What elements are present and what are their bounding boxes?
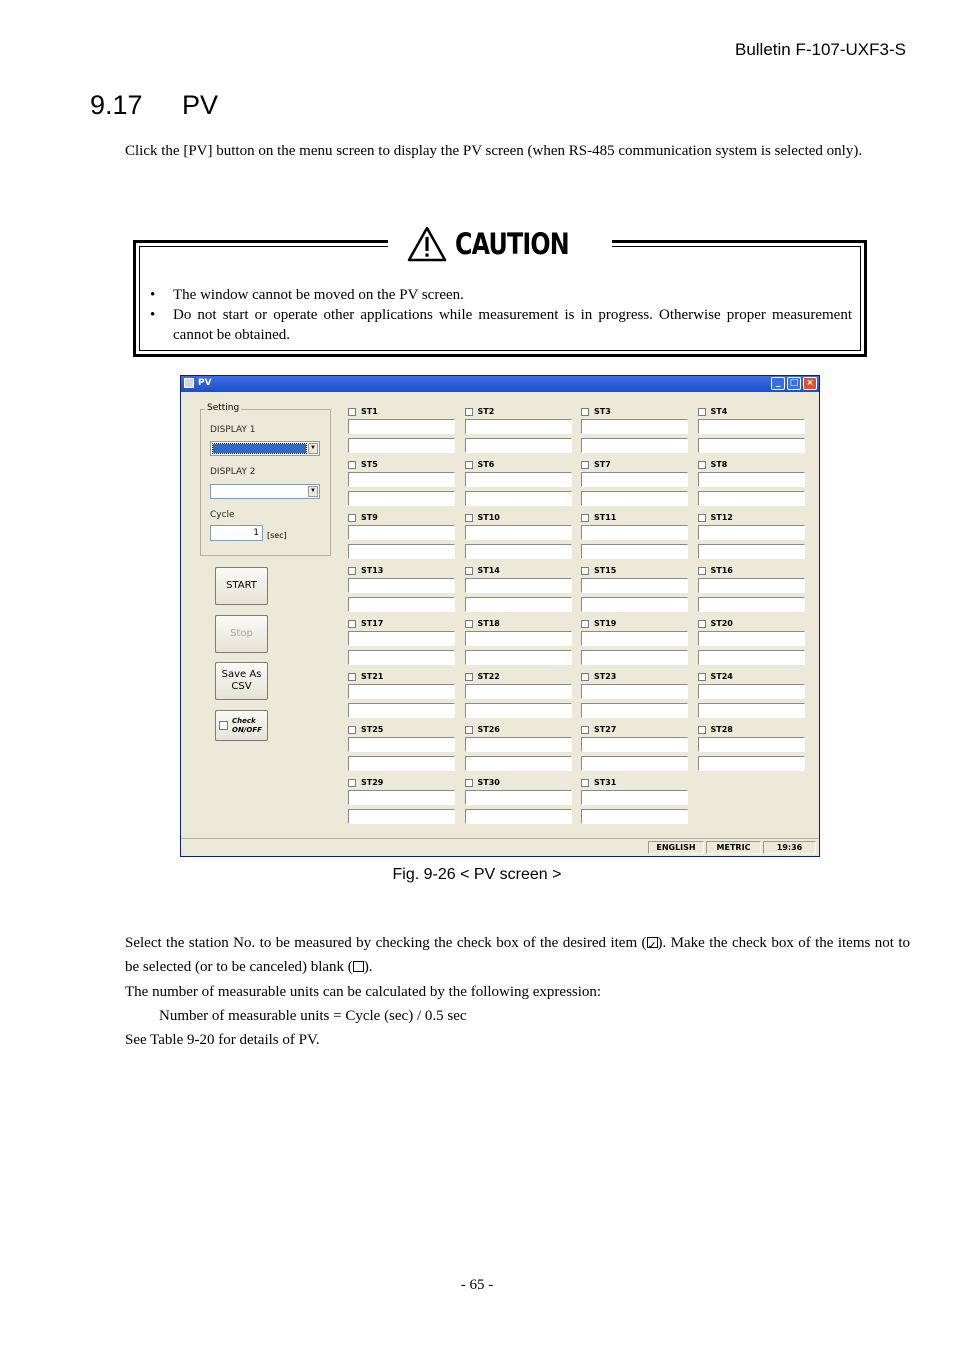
station-label: ST26 [477, 725, 500, 734]
station-pv-field [348, 703, 455, 718]
station-header [465, 460, 495, 469]
station-checkbox[interactable] [465, 779, 473, 787]
close-icon[interactable]: × [803, 377, 817, 390]
station-checkbox[interactable] [348, 408, 356, 416]
station-cell [348, 672, 455, 722]
bulletin-number: Bulletin F-107-UXF3-S [734, 40, 906, 59]
station-checkbox[interactable] [698, 514, 706, 522]
station-cell [465, 407, 572, 457]
station-header [465, 619, 500, 628]
station-cell [581, 619, 688, 669]
station-cell [348, 460, 455, 510]
station-header [348, 672, 383, 681]
station-header [581, 566, 616, 575]
display1-label: DISPLAY 1 [210, 425, 256, 435]
station-label: ST14 [477, 566, 500, 575]
station-header [581, 460, 611, 469]
station-cell [465, 566, 572, 616]
station-header [348, 725, 383, 734]
station-cell [348, 566, 455, 616]
station-cell [348, 725, 455, 775]
station-pv-field [698, 544, 805, 559]
body-text-run: ). Make the check box of the items not to be selected (or to be canceled) blank ( [125, 935, 910, 976]
station-cell [465, 460, 572, 510]
cycle-input[interactable]: 1 [210, 525, 263, 541]
station-pv-field [698, 684, 805, 699]
section-title: PV [182, 90, 219, 120]
maximize-icon[interactable]: □ [787, 377, 801, 390]
station-pv-field [581, 650, 688, 665]
station-cell [465, 513, 572, 563]
display2-select[interactable] [210, 484, 320, 499]
station-pv-field [348, 756, 455, 771]
setting-group-label: Setting [207, 403, 240, 413]
stop-button[interactable]: Stop [215, 615, 268, 653]
station-pv-field [348, 438, 455, 453]
station-cell [698, 672, 805, 722]
station-checkbox[interactable] [348, 673, 356, 681]
station-checkbox[interactable] [465, 673, 473, 681]
station-label: ST16 [710, 566, 733, 575]
display1-select[interactable] [210, 441, 320, 456]
station-cell [465, 725, 572, 775]
page-number: - 65 - [460, 1277, 494, 1293]
station-label: ST15 [594, 566, 617, 575]
display2-label: DISPLAY 2 [210, 467, 256, 477]
caution-list [150, 285, 852, 345]
station-pv-field [698, 438, 805, 453]
station-cell [581, 566, 688, 616]
station-pv-field [465, 631, 572, 646]
station-pv-field [581, 790, 688, 805]
station-checkbox[interactable] [698, 726, 706, 734]
caution-heading [388, 226, 612, 262]
chevron-down-icon[interactable]: ▼ [308, 443, 318, 454]
intro-paragraph: Click the [PV] button on the menu screen to display the PV screen (when RS-485 communication system is selected only). [125, 143, 863, 159]
body-paragraph: See Table 9-20 for details of PV. [125, 1032, 320, 1049]
station-label: ST18 [477, 619, 500, 628]
station-cell [581, 513, 688, 563]
station-pv-field [465, 597, 572, 612]
station-header [465, 778, 500, 787]
status-units: METRIC [706, 841, 761, 854]
station-label: ST10 [477, 513, 500, 522]
station-cell [698, 460, 805, 510]
station-checkbox[interactable] [465, 461, 473, 469]
station-pv-field [348, 631, 455, 646]
warning-triangle-icon [407, 226, 447, 262]
station-label: ST1 [361, 407, 378, 416]
station-pv-field [465, 438, 572, 453]
station-checkbox[interactable] [581, 514, 589, 522]
status-time: 19:36 [763, 841, 816, 854]
station-cell [348, 407, 455, 457]
body-paragraph [125, 931, 910, 980]
station-label: ST28 [710, 725, 733, 734]
formula-line: Number of measurable units = Cycle (sec) / 0.5 sec [159, 1007, 467, 1024]
station-label: ST27 [594, 725, 617, 734]
station-cell [581, 778, 688, 828]
station-pv-field [698, 597, 805, 612]
cycle-unit: [sec] [267, 531, 287, 540]
body-text-run: ). [363, 959, 373, 976]
station-header [698, 566, 733, 575]
station-header [348, 619, 383, 628]
station-pv-field [581, 491, 688, 506]
station-pv-field [348, 809, 455, 824]
station-pv-field [348, 790, 455, 805]
start-button[interactable]: START [215, 567, 268, 605]
station-pv-field [465, 491, 572, 506]
body-text [125, 931, 910, 1052]
station-header [465, 566, 500, 575]
window-title: PV [198, 378, 212, 388]
station-pv-field [348, 684, 455, 699]
station-label: ST3 [594, 407, 611, 416]
station-header [465, 513, 500, 522]
station-pv-field [465, 419, 572, 434]
status-language: ENGLISH [648, 841, 704, 854]
station-pv-field [581, 438, 688, 453]
station-cell [581, 725, 688, 775]
station-pv-field [348, 472, 455, 487]
station-checkbox[interactable] [465, 620, 473, 628]
station-pv-field [581, 578, 688, 593]
station-cell [698, 513, 805, 563]
station-checkbox[interactable] [698, 567, 706, 575]
station-header [698, 619, 733, 628]
station-pv-field [581, 419, 688, 434]
display1-selection [213, 444, 306, 453]
check-toggle-label: Check ON/OFF [232, 716, 262, 734]
caution-item: • Do not start or operate other applications while measurement is in progress. Otherwise proper measurement cannot be obtained. [150, 305, 852, 345]
station-header [581, 778, 616, 787]
station-header [698, 460, 728, 469]
station-label: ST12 [710, 513, 733, 522]
station-pv-field [465, 703, 572, 718]
station-header [698, 513, 733, 522]
station-pv-field [698, 472, 805, 487]
station-header [348, 778, 383, 787]
station-checkbox[interactable] [348, 461, 356, 469]
caution-item: • The window cannot be moved on the PV screen. [150, 285, 852, 305]
chevron-down-icon[interactable]: ▼ [308, 486, 318, 497]
station-pv-field [581, 737, 688, 752]
station-pv-field [698, 419, 805, 434]
station-pv-field [698, 491, 805, 506]
station-pv-field [698, 525, 805, 540]
station-pv-field [465, 756, 572, 771]
station-label: ST23 [594, 672, 617, 681]
station-pv-field [348, 578, 455, 593]
station-pv-field [465, 650, 572, 665]
station-cell [581, 460, 688, 510]
station-label: ST13 [361, 566, 384, 575]
station-cell [348, 778, 455, 828]
station-checkbox[interactable] [581, 567, 589, 575]
station-checkbox[interactable] [465, 408, 473, 416]
station-pv-field [348, 491, 455, 506]
station-label: ST7 [594, 460, 611, 469]
station-checkbox[interactable] [581, 620, 589, 628]
app-icon [184, 378, 194, 388]
station-header [465, 672, 500, 681]
station-cell [348, 619, 455, 669]
station-header [348, 566, 383, 575]
station-header [348, 460, 378, 469]
station-pv-field [698, 631, 805, 646]
station-pv-field [348, 419, 455, 434]
station-pv-field [581, 472, 688, 487]
pv-window [180, 375, 820, 857]
station-header [698, 725, 733, 734]
station-pv-field [348, 650, 455, 665]
station-label: ST2 [477, 407, 495, 416]
station-pv-field [465, 790, 572, 805]
station-header [581, 672, 616, 681]
station-checkbox[interactable] [348, 567, 356, 575]
station-checkbox[interactable] [348, 779, 356, 787]
station-pv-field [465, 544, 572, 559]
station-header [581, 513, 616, 522]
station-label: ST11 [594, 513, 617, 522]
station-label: ST22 [477, 672, 500, 681]
check-toggle-button[interactable] [215, 710, 268, 741]
station-checkbox[interactable] [348, 620, 356, 628]
station-pv-field [465, 684, 572, 699]
station-checkbox[interactable] [465, 726, 473, 734]
empty-box-icon [353, 961, 364, 972]
station-label: ST9 [361, 513, 378, 522]
checked-box-icon [647, 937, 658, 948]
station-pv-field [581, 525, 688, 540]
station-cell [465, 672, 572, 722]
body-text-run: Select the station No. to be measured by checking the check box of the desired item ( [125, 935, 647, 951]
save-csv-button[interactable]: Save As CSV [215, 662, 268, 700]
station-pv-field [465, 578, 572, 593]
station-pv-field [581, 631, 688, 646]
caution-box [133, 227, 867, 357]
station-checkbox[interactable] [348, 514, 356, 522]
station-checkbox[interactable] [348, 726, 356, 734]
station-cell [465, 619, 572, 669]
station-pv-field [698, 578, 805, 593]
station-pv-field [698, 737, 805, 752]
station-label: ST24 [710, 672, 733, 681]
minimize-icon[interactable]: _ [771, 377, 785, 390]
station-checkbox[interactable] [698, 461, 706, 469]
caution-title: CAUTION [454, 227, 569, 261]
station-label: ST21 [361, 672, 384, 681]
station-label: ST4 [710, 407, 728, 416]
station-pv-field [348, 597, 455, 612]
status-bar [181, 838, 819, 856]
station-pv-field [698, 756, 805, 771]
station-header [465, 725, 500, 734]
station-label: ST20 [710, 619, 733, 628]
station-label: ST29 [361, 778, 384, 787]
station-checkbox[interactable] [581, 408, 589, 416]
station-pv-field [581, 544, 688, 559]
station-label: ST5 [361, 460, 378, 469]
station-pv-field [581, 809, 688, 824]
station-cell [581, 407, 688, 457]
station-pv-field [581, 597, 688, 612]
check-toggle-checkbox[interactable] [219, 721, 228, 730]
station-cell [465, 778, 572, 828]
station-cell [698, 566, 805, 616]
section-number: 9.17 [90, 90, 143, 120]
station-checkbox[interactable] [581, 461, 589, 469]
window-titlebar [181, 376, 819, 392]
station-pv-field [465, 525, 572, 540]
station-header [581, 407, 611, 416]
station-header [348, 513, 378, 522]
figure-caption: Fig. 9-26 < PV screen > [392, 866, 562, 883]
station-checkbox[interactable] [465, 514, 473, 522]
station-cell [698, 407, 805, 457]
station-pv-field [465, 472, 572, 487]
cycle-label: Cycle [210, 510, 235, 520]
station-pv-field [348, 525, 455, 540]
station-header [581, 619, 616, 628]
station-pv-field [465, 737, 572, 752]
station-checkbox[interactable] [465, 567, 473, 575]
station-header [698, 672, 733, 681]
station-header [348, 407, 378, 416]
station-label: ST31 [594, 778, 617, 787]
station-pv-field [581, 756, 688, 771]
station-label: ST19 [594, 619, 617, 628]
station-label: ST8 [710, 460, 728, 469]
station-pv-field [581, 684, 688, 699]
station-pv-field [581, 703, 688, 718]
station-cell [698, 619, 805, 669]
station-cell [348, 513, 455, 563]
station-pv-field [348, 544, 455, 559]
station-pv-field [698, 703, 805, 718]
station-label: ST6 [477, 460, 495, 469]
body-paragraph: The number of measurable units can be calculated by the following expression: [125, 983, 602, 1000]
station-checkbox[interactable] [581, 673, 589, 681]
station-cell [698, 725, 805, 775]
station-header [581, 725, 616, 734]
station-pv-field [465, 809, 572, 824]
station-label: ST17 [361, 619, 384, 628]
station-label: ST25 [361, 725, 384, 734]
station-label: ST30 [477, 778, 500, 787]
station-cell [581, 672, 688, 722]
station-grid [348, 407, 808, 827]
station-pv-field [698, 650, 805, 665]
station-checkbox[interactable] [698, 408, 706, 416]
station-checkbox[interactable] [698, 673, 706, 681]
station-pv-field [348, 737, 455, 752]
station-checkbox[interactable] [698, 620, 706, 628]
station-header [698, 407, 728, 416]
station-header [465, 407, 495, 416]
station-checkbox[interactable] [581, 779, 589, 787]
station-checkbox[interactable] [581, 726, 589, 734]
